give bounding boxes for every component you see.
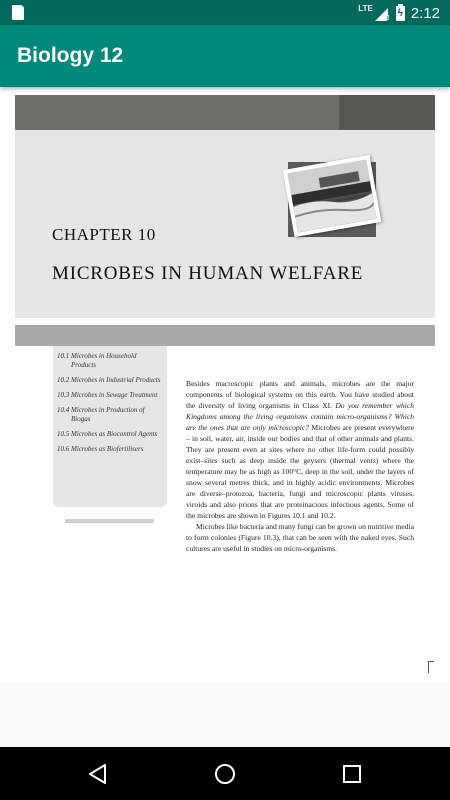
sewage-plant-image bbox=[287, 160, 376, 233]
app-title: Biology 12 bbox=[17, 44, 124, 67]
battery-icon: ϟ bbox=[397, 7, 403, 19]
toc-item: 10.5 Microbes as Biocontrol Agents bbox=[57, 430, 158, 438]
viewer-background bbox=[0, 681, 450, 747]
chapter-contents bbox=[53, 346, 167, 507]
paragraph: Microbes like bacteria and many fungi can be grown on nutritive media to form colonies (Figure 10.3), that can be seen with the naked eyes. Such cultures are useful in studies on micro-organisms. bbox=[186, 522, 414, 553]
recents-icon[interactable] bbox=[341, 763, 363, 785]
back-icon[interactable] bbox=[87, 763, 109, 785]
status-bar bbox=[0, 0, 450, 25]
sd-card-icon bbox=[12, 5, 24, 20]
signal-icon bbox=[375, 6, 390, 21]
svg-text:!: ! bbox=[386, 13, 390, 21]
toc-item: 10.4 Microbes in Production of Biogas bbox=[57, 406, 145, 423]
header-band bbox=[15, 95, 435, 130]
navigation-bar bbox=[0, 747, 450, 800]
pdf-viewer[interactable] bbox=[0, 87, 450, 681]
crop-mark bbox=[428, 95, 434, 107]
pdf-page[interactable] bbox=[15, 95, 435, 678]
toc-item: 10.3 Microbes in Sewage Treatment bbox=[57, 391, 158, 399]
chapter-title: MICROBES IN HUMAN WELFARE bbox=[52, 263, 364, 284]
status-icons bbox=[358, 3, 440, 23]
app-bar bbox=[0, 25, 450, 87]
toc-item: 10.1 Microbes in Household Products bbox=[57, 352, 137, 369]
chapter-photo bbox=[283, 155, 381, 237]
clock: 2:12 bbox=[410, 4, 440, 22]
chapter-body bbox=[186, 378, 414, 554]
crop-mark bbox=[428, 661, 434, 673]
home-icon[interactable] bbox=[214, 763, 236, 785]
network-type: LTE bbox=[358, 3, 373, 13]
chapter-photo-frame bbox=[288, 162, 376, 237]
toc-item: 10.2 Microbes in Industrial Products bbox=[57, 376, 161, 384]
divider-band bbox=[15, 325, 435, 346]
chapter-number: CHAPTER 10 bbox=[52, 225, 156, 244]
paragraph: Besides macroscopic plants and animals, microbes are the major components of biological systems on this earth. You have studied about the diversity of living organisms in Class XI. Do you remember which Kingdoms among the living organisms contain micro-organisms? Which are the ones that are only microscopic? Microbes are present everywhere – in soil, water, air, inside our bodies and that of other animals and plants. They are present even at sites where no other life-form could possibly exist–sites such as deep inside the geysers (thermal vents) where the temperature may be as high as 100°C, deep in the soil, under the layers of snow several metres thick, and in highly acidic environments. Microbes are diverse–protozoa, bacteria, fungi and microscopic plants viruses, viroids and also prions that are proteinacious infectious agents. Some of the microbes are shown in Figures 10.1 and 10.2. bbox=[186, 379, 414, 520]
toc-underline bbox=[65, 519, 154, 523]
toc-item: 10.6 Microbes as Biofertilisers bbox=[57, 445, 144, 453]
chapter-header bbox=[15, 130, 435, 318]
